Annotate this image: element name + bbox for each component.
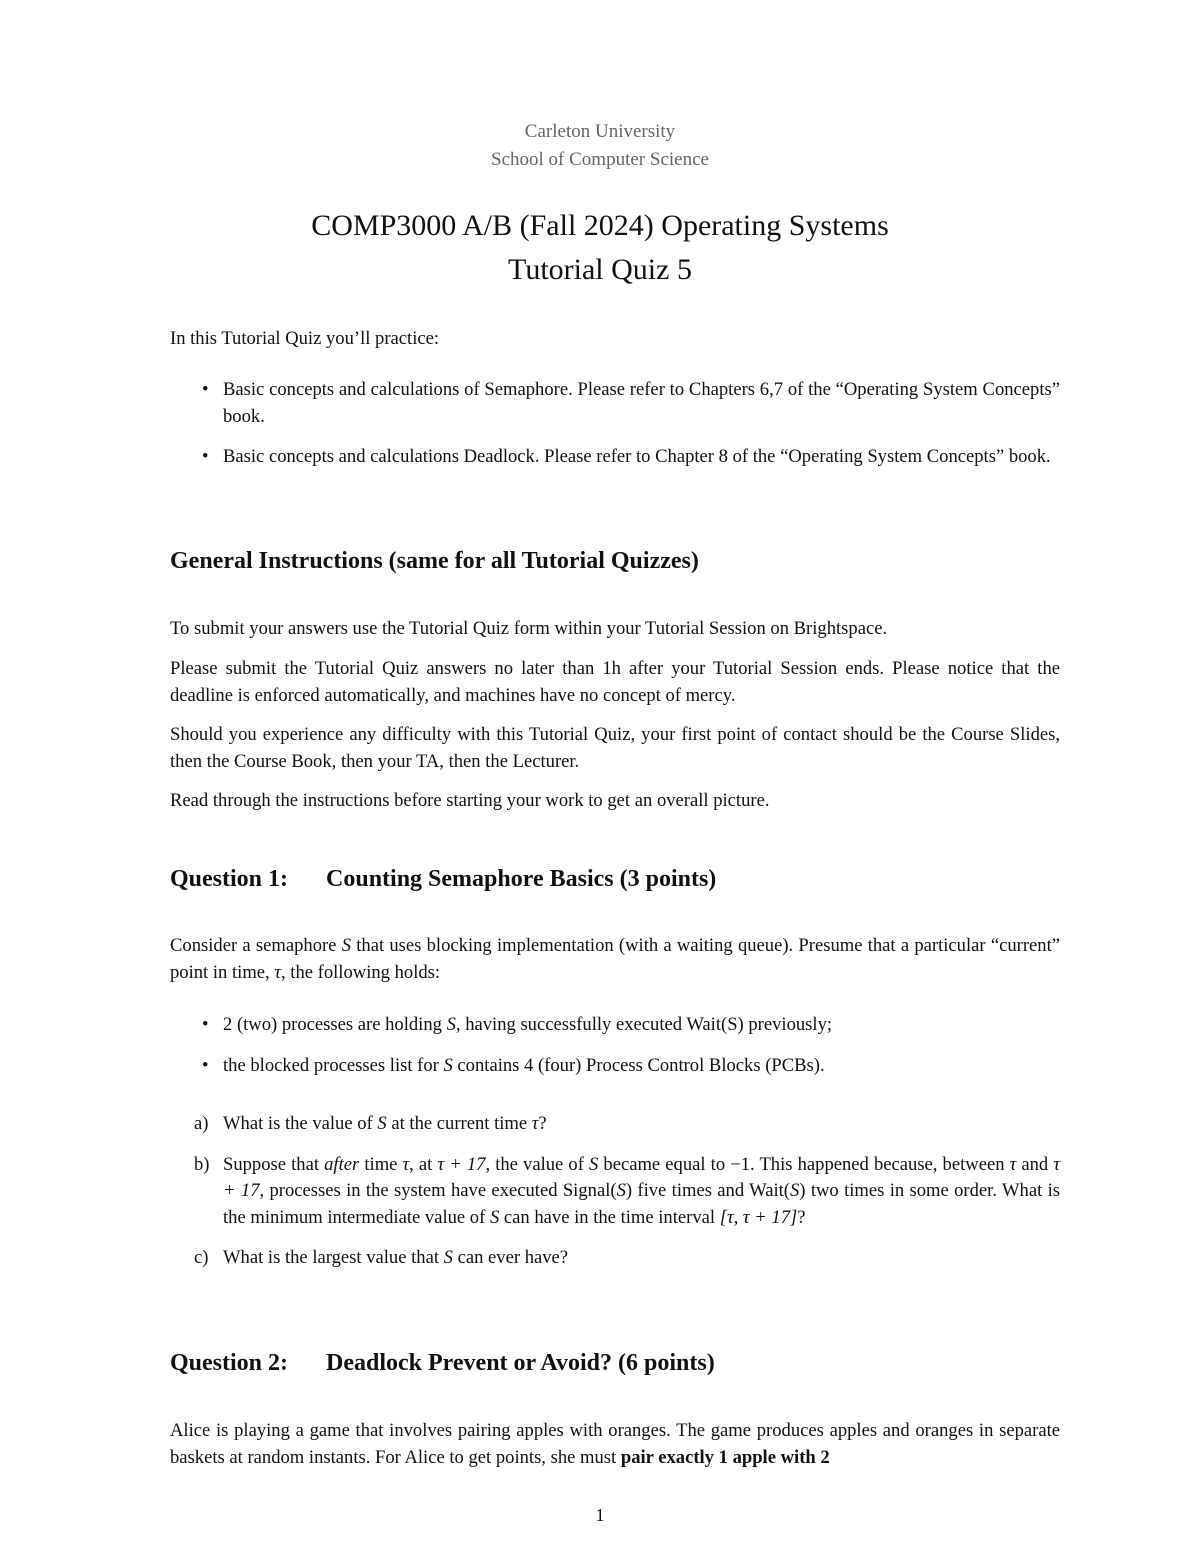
question-2-heading [170,1350,715,1377]
general-paragraph: Read through the instructions before starting your work to get an overall picture. [170,790,770,811]
intro-lead: In this Tutorial Quiz you’ll practice: [170,328,440,349]
question-2-intro: Alice is playing a game that involves pairing apples with oranges. The game produces apples and oranges in separate baskets at random instants. For Alice to get points, she must pair exactly 1 apple with 2 [170,1420,1060,1468]
question-2-title: Deadlock Prevent or Avoid? (6 points) [326,1350,715,1376]
intro-bullet: • Basic concepts and calculations Deadlock. Please refer to Chapter 8 of the “Operating System Concepts” book. [170,444,1060,471]
quiz-title: Tutorial Quiz 5 [508,253,692,286]
subquestion-b: b) Suppose that after time τ, at τ + 17, the value of S became equal to −1. This happened because, between τ and τ + 17, processes in the system have executed Signal(S) five times and Wait(S) two times in some order. What is the minimum intermediate value of S can have in the time interval [τ, τ + 17]? [194,1153,1061,1228]
subquestion-c: c) What is the largest value that S can ever have? [194,1247,569,1268]
question-1-title: Counting Semaphore Basics (3 points) [326,866,717,892]
question-1-label: Question 1: [170,866,289,892]
university-name: Carleton University [524,121,676,142]
course-title: COMP3000 A/B (Fall 2024) Operating Systems [311,209,889,242]
general-paragraph: Please submit the Tutorial Quiz answers no later than 1h after your Tutorial Session ends. Please notice that the deadline is enforced automatically, and machines have no concept of mercy. [170,658,1060,706]
subquestion-a: a) What is the value of S at the current time τ? [194,1113,547,1134]
condition-item: • 2 (two) processes are holding S, having successfully executed Wait(S) previously; [170,1012,1060,1039]
intro-bullet-list [170,377,1060,485]
school-name: School of Computer Science [491,149,709,170]
intro-bullet: • Basic concepts and calculations of Semaphore. Please refer to Chapters 6,7 of the “Operating System Concepts” book. [170,377,1060,430]
general-paragraph: To submit your answers use the Tutorial Quiz form within your Tutorial Session on Brightspace. [170,618,888,639]
page-number: 1 [595,1505,605,1525]
question-1-conditions [170,1012,1060,1093]
question-1-intro: Consider a semaphore S that uses blocking implementation (with a waiting queue). Presume that a particular “current” point in time, τ, the following holds: [170,935,1060,983]
question-2-label: Question 2: [170,1350,289,1376]
condition-item: • the blocked processes list for S contains 4 (four) Process Control Blocks (PCBs). [170,1053,1060,1080]
question-1-subquestions [170,1111,1060,1286]
general-instructions-heading: General Instructions (same for all Tutorial Quizzes) [170,548,699,574]
question-1-heading [170,866,716,893]
general-paragraph: Should you experience any difficulty with this Tutorial Quiz, your first point of contact should be the Course Slides, then the Course Book, then your TA, then the Lecturer. [170,724,1060,772]
